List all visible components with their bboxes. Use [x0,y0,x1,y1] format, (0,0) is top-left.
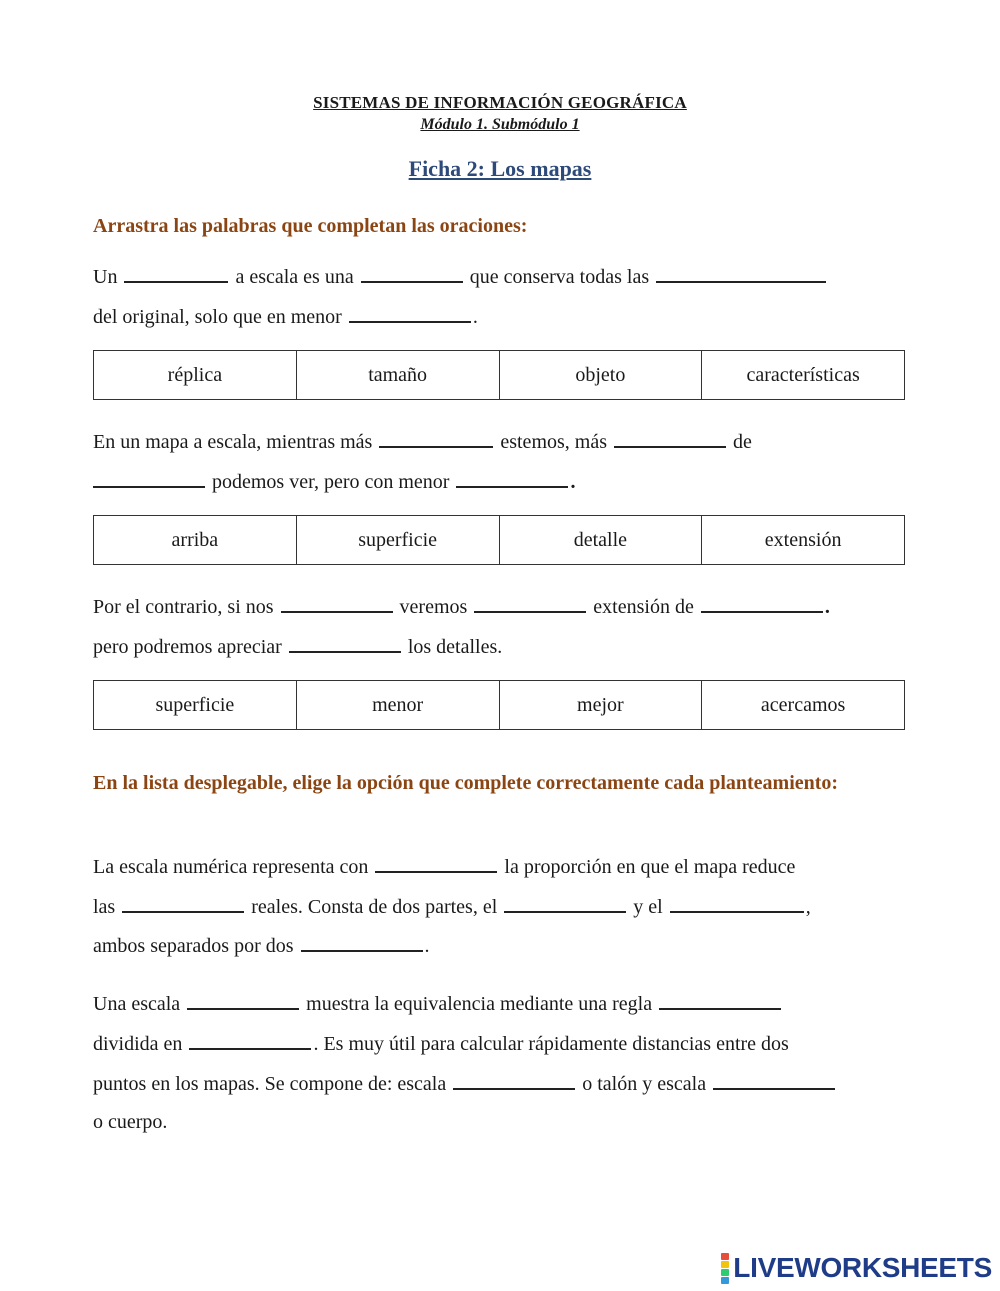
sentence-1-line-2: del original, solo que en menor . [93,303,478,330]
blank-drop-slot[interactable] [281,593,393,613]
instruction-dropdown: En la lista desplegable, elige la opción que complete correctamente cada planteamiento: [93,772,839,794]
liveworksheets-logo [721,1253,992,1283]
blank-drop-slot[interactable] [361,263,463,283]
draggable-word[interactable]: extensión [702,516,905,565]
instruction-drag: Arrastra las palabras que completan las oraciones: [93,215,528,237]
blank-drop-slot[interactable] [93,468,205,488]
sentence-4-line-3: ambos separados por dos . [93,932,430,959]
blank-drop-slot[interactable] [456,468,568,488]
dropdown-blank[interactable] [301,932,423,952]
document-subtitle: Módulo 1. Submódulo 1 [420,116,580,133]
dropdown-blank[interactable] [375,853,497,873]
blank-drop-slot[interactable] [349,303,471,323]
draggable-word[interactable]: características [702,351,905,400]
draggable-word[interactable]: mejor [499,681,702,730]
blank-drop-slot[interactable] [701,593,823,613]
sentence-5-line-4: o cuerpo. [93,1111,168,1133]
sentence-4-line-2: las reales. Consta de dos partes, el y el , [93,893,811,920]
logo-square [721,1269,729,1276]
sentence-5-line-3: puntos en los mapas. Se compone de: escala o talón y escala [93,1070,837,1097]
draggable-word[interactable]: detalle [499,516,702,565]
sentence-1-line-1: Un a escala es una que conserva todas las [93,263,828,290]
dropdown-blank[interactable] [659,990,781,1010]
sentence-4-line-1: La escala numérica representa con la proporción en que el mapa reduce [93,853,795,880]
dropdown-blank[interactable] [122,893,244,913]
draggable-word[interactable]: tamaño [296,351,499,400]
sentence-5-line-2: dividida en . Es muy útil para calcular rápidamente distancias entre dos [93,1030,789,1057]
draggable-word[interactable]: menor [296,681,499,730]
draggable-word[interactable]: réplica [94,351,297,400]
word-bank-2 [93,515,905,565]
logo-mark-icon [721,1253,729,1284]
logo-square [721,1253,729,1260]
sentence-5-line-1: Una escala muestra la equivalencia mediante una regla [93,990,783,1017]
sentence-2-line-2: podemos ver, pero con menor . [93,468,575,495]
logo-square [721,1277,729,1284]
logo-text: LIVEWORKSHEETS [733,1252,992,1283]
dropdown-blank[interactable] [713,1070,835,1090]
dropdown-blank[interactable] [453,1070,575,1090]
sentence-3-line-2: pero podremos apreciar los detalles. [93,633,502,660]
blank-drop-slot[interactable] [379,428,493,448]
sentence-3-line-1: Por el contrario, si nos veremos extensión de . [93,593,830,620]
draggable-word[interactable]: acercamos [702,681,905,730]
blank-drop-slot[interactable] [289,633,401,653]
ficha-title: Ficha 2: Los mapas [408,156,592,181]
logo-square [721,1261,729,1268]
draggable-word[interactable]: arriba [94,516,297,565]
blank-drop-slot[interactable] [124,263,228,283]
word-bank-1 [93,350,905,400]
dropdown-blank[interactable] [187,990,299,1010]
blank-drop-slot[interactable] [656,263,826,283]
blank-drop-slot[interactable] [614,428,726,448]
sentence-2-line-1: En un mapa a escala, mientras más estemos, más de [93,428,752,455]
word-bank-3 [93,680,905,730]
blank-drop-slot[interactable] [474,593,586,613]
document-title: SISTEMAS DE INFORMACIÓN GEOGRÁFICA [313,93,687,112]
draggable-word[interactable]: objeto [499,351,702,400]
dropdown-blank[interactable] [504,893,626,913]
dropdown-blank[interactable] [189,1030,311,1050]
draggable-word[interactable]: superficie [94,681,297,730]
draggable-word[interactable]: superficie [296,516,499,565]
dropdown-blank[interactable] [670,893,804,913]
